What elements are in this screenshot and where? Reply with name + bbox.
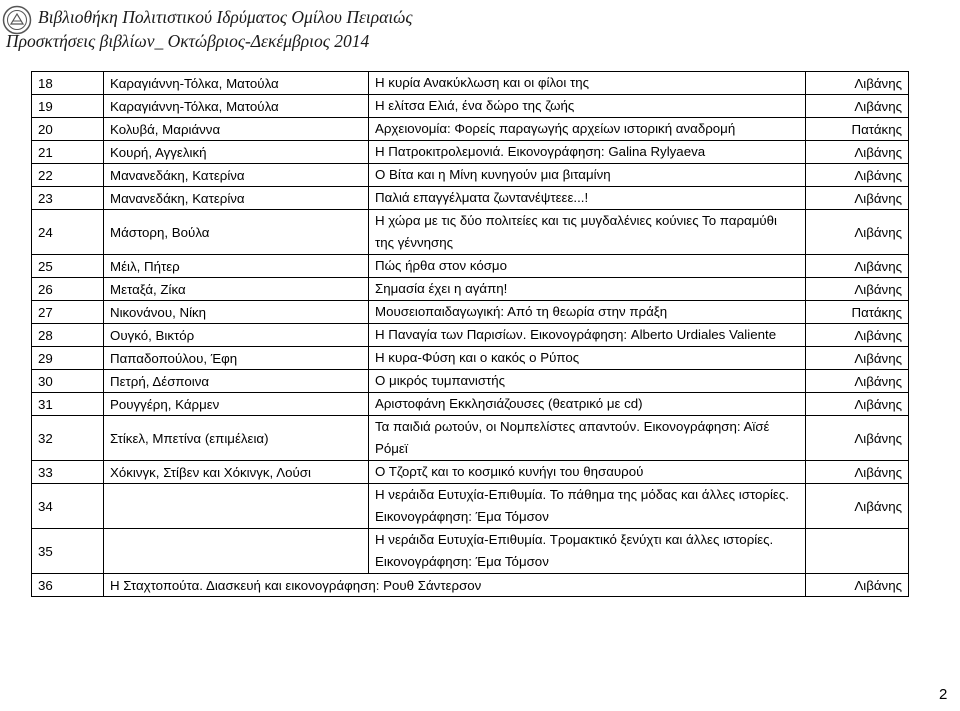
row-number: 34 (32, 484, 104, 529)
row-number: 26 (32, 278, 104, 301)
row-publisher: Λιβάνης (806, 574, 909, 597)
row-publisher: Λιβάνης (806, 416, 909, 461)
row-title (369, 324, 806, 347)
table-row (32, 164, 909, 187)
acquisitions-table (31, 71, 909, 597)
row-title (369, 278, 806, 301)
row-number: 27 (32, 301, 104, 324)
acquisitions-subtitle: Προσκτήσεις βιβλίων_ Οκτώβριος-Δεκέμβριος 2014 (6, 31, 370, 51)
title-line: Τα παιδιά ρωτούν, οι Νομπελίστες απαντούν. Εικονογράφηση: Αϊσέ (375, 419, 770, 434)
title-line: Αρχειονομία: Φορείς παραγωγής αρχείων ιστορική αναδρομή (375, 121, 736, 136)
row-author: Κολυβά, Μαριάννα (104, 118, 369, 141)
row-publisher: Λιβάνης (806, 278, 909, 301)
row-number: 32 (32, 416, 104, 461)
row-title (369, 210, 806, 255)
row-author: Ουγκό, Βικτόρ (104, 324, 369, 347)
row-number: 19 (32, 95, 104, 118)
row-number: 33 (32, 461, 104, 484)
page-number: 2 (939, 686, 948, 703)
title-line: Πώς ήρθα στον κόσμο (375, 258, 507, 273)
row-number: 21 (32, 141, 104, 164)
row-author: Νικονάνου, Νίκη (104, 301, 369, 324)
row-number: 18 (32, 72, 104, 95)
table-row (32, 370, 909, 393)
row-title (369, 370, 806, 393)
table-row (32, 347, 909, 370)
title-line: Ο Τζορτζ και το κοσμικό κυνήγι του θησαυρού (375, 464, 644, 479)
row-title (369, 347, 806, 370)
title-line: Εικονογράφηση: Έμα Τόμσον (375, 509, 549, 524)
title-line: Η νεράιδα Ευτυχία-Επιθυμία. Τρομακτικό ξενύχτι και άλλες ιστορίες. (375, 532, 774, 547)
row-title (369, 95, 806, 118)
row-title (369, 301, 806, 324)
row-title (369, 72, 806, 95)
row-title: Η Σταχτοπούτα. Διασκευή και εικονογράφηση: Ρουθ Σάντερσον (104, 574, 806, 597)
table-row (32, 278, 909, 301)
row-author: Στίκελ, Μπετίνα (επιμέλεια) (104, 416, 369, 461)
row-publisher: Λιβάνης (806, 72, 909, 95)
row-number: 25 (32, 255, 104, 278)
row-publisher: Λιβάνης (806, 324, 909, 347)
title-line: Η κυρα-Φύση και ο κακός ο Ρύπος (375, 350, 580, 365)
title-line: Η Παναγία των Παρισίων. Εικονογράφηση: Alberto Urdiales Valiente (375, 327, 777, 342)
row-publisher (806, 529, 909, 574)
table-row (32, 187, 909, 210)
title-line: Η Πατροκιτρολεμονιά. Εικονογράφηση: Galina Rylyaeva (375, 144, 706, 159)
row-publisher: Λιβάνης (806, 484, 909, 529)
row-publisher: Λιβάνης (806, 164, 909, 187)
row-title (369, 141, 806, 164)
row-author: Μεταξά, Ζίκα (104, 278, 369, 301)
title-line: Παλιά επαγγέλματα ζωντανέψτεεε...! (375, 190, 589, 205)
row-publisher: Λιβάνης (806, 141, 909, 164)
row-author (104, 529, 369, 574)
row-title (369, 461, 806, 484)
row-publisher: Λιβάνης (806, 370, 909, 393)
table-row (32, 141, 909, 164)
row-author: Κουρή, Αγγελική (104, 141, 369, 164)
title-line: Εικονογράφηση: Έμα Τόμσον (375, 554, 549, 569)
title-line: Ο Βίτα και η Μίνη κυνηγούν μια βιταμίνη (375, 167, 611, 182)
row-title (369, 118, 806, 141)
table-row (32, 255, 909, 278)
row-number: 31 (32, 393, 104, 416)
row-number: 35 (32, 529, 104, 574)
library-title: Βιβλιοθήκη Πολιτιστικού Ιδρύματος Ομίλου Πειραιώς (38, 7, 413, 27)
table-row (32, 95, 909, 118)
table-row (32, 301, 909, 324)
row-number: 20 (32, 118, 104, 141)
table-row (32, 118, 909, 141)
title-line: Μουσειοπαιδαγωγική: Από τη θεωρία στην πράξη (375, 304, 668, 319)
row-author: Πετρή, Δέσποινα (104, 370, 369, 393)
table-row (32, 210, 909, 255)
title-line: της γέννησης (375, 235, 454, 250)
row-author: Μανανεδάκη, Κατερίνα (104, 187, 369, 210)
row-publisher: Πατάκης (806, 301, 909, 324)
row-author: Καραγιάννη-Τόλκα, Ματούλα (104, 95, 369, 118)
title-line: Η κυρία Ανακύκλωση και οι φίλοι της (375, 75, 590, 90)
row-title (369, 529, 806, 574)
row-author: Ρουγγέρη, Κάρμεν (104, 393, 369, 416)
table-row (32, 393, 909, 416)
row-number: 29 (32, 347, 104, 370)
row-publisher: Λιβάνης (806, 255, 909, 278)
row-title (369, 393, 806, 416)
row-author: Μέιλ, Πήτερ (104, 255, 369, 278)
row-number: 28 (32, 324, 104, 347)
title-line: Ρόμεϊ (375, 441, 408, 456)
row-number: 24 (32, 210, 104, 255)
title-line: Η χώρα με τις δύο πολιτείες και τις μυγδαλένιες κούνιες Το παραμύθι (375, 213, 778, 228)
row-title (369, 187, 806, 210)
row-publisher: Πατάκης (806, 118, 909, 141)
row-title (369, 416, 806, 461)
row-number: 30 (32, 370, 104, 393)
row-author: Μάστορη, Βούλα (104, 210, 369, 255)
row-title (369, 164, 806, 187)
table-row (32, 484, 909, 529)
row-publisher: Λιβάνης (806, 347, 909, 370)
row-author: Χόκινγκ, Στίβεν και Χόκινγκ, Λούσι (104, 461, 369, 484)
row-author: Καραγιάννη-Τόλκα, Ματούλα (104, 72, 369, 95)
table-row (32, 72, 909, 95)
row-title (369, 255, 806, 278)
row-title (369, 484, 806, 529)
table-row (32, 529, 909, 574)
row-author: Μανανεδάκη, Κατερίνα (104, 164, 369, 187)
title-line: Σημασία έχει η αγάπη! (375, 281, 508, 296)
table-row (32, 416, 909, 461)
row-author (104, 484, 369, 529)
row-author: Παπαδοπούλου, Έφη (104, 347, 369, 370)
page-header (0, 0, 960, 56)
table-row (32, 324, 909, 347)
row-publisher: Λιβάνης (806, 210, 909, 255)
title-line: Η ελίτσα Ελιά, ένα δώρο της ζωής (375, 98, 575, 113)
row-publisher: Λιβάνης (806, 187, 909, 210)
title-line: Η νεράιδα Ευτυχία-Επιθυμία. Το πάθημα της μόδας και άλλες ιστορίες. (375, 487, 789, 502)
title-line: Αριστοφάνη Εκκλησιάζουσες (θεατρικό με cd) (375, 396, 643, 411)
row-publisher: Λιβάνης (806, 95, 909, 118)
row-number: 23 (32, 187, 104, 210)
row-number: 36 (32, 574, 104, 597)
row-publisher: Λιβάνης (806, 461, 909, 484)
table-row (32, 574, 909, 597)
row-publisher: Λιβάνης (806, 393, 909, 416)
table-row (32, 461, 909, 484)
row-number: 22 (32, 164, 104, 187)
title-line: Ο μικρός τυμπανιστής (375, 373, 506, 388)
